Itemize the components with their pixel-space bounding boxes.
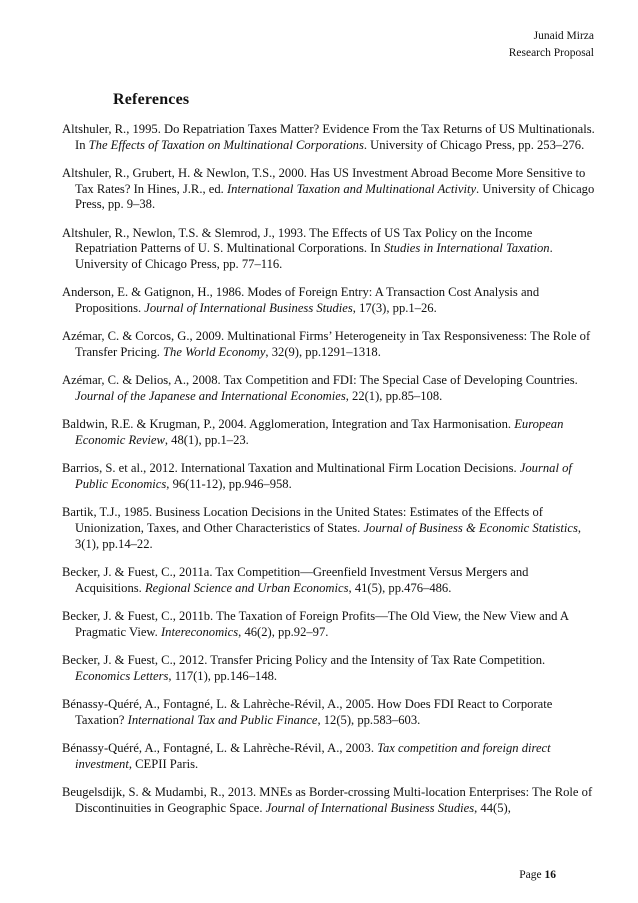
reference-entry: Bartik, T.J., 1985. Business Location Decisions in the United States: Estimates of the Effects of Unionization, Taxes, and Other Characteristics of States. Journal of Business & Economic Statistics, 3(1), pp.14–22. [62,505,582,551]
reference-entry: Altshuler, R., 1995. Do Repatriation Taxes Matter? Evidence From the Tax Returns of US Multinationals. In The Effects of Taxation on Multinational Corporations. University of Chicago Press, pp. 253–276. [62,122,595,152]
reference-entry: Anderson, E. & Gatignon, H., 1986. Modes of Foreign Entry: A Transaction Cost Analysis and Propositions. Journal of International Business Studies, 17(3), pp.1–26. [62,285,540,316]
reference-entry: Altshuler, R., Grubert, H. & Newlon, T.S., 2000. Has US Investment Abroad Become More Sensitive to Tax Rates? In Hines, J.R., ed. International Taxation and Multinational Activity. University of Chicago Press, pp. 9–38. [62,166,595,212]
reference-entry: Bénassy-Quéré, A., Fontagné, L. & Lahrèche-Révil, A., 2005. How Does FDI React to Corporate Taxation? International Tax and Public Finance, 12(5), pp.583–603. [62,697,553,727]
reference-entry: Azémar, C. & Delios, A., 2008. Tax Competition and FDI: The Special Case of Developing Countries. Journal of the Japanese and International Economies, 22(1), pp.85–108. [62,373,578,404]
page-footer [519,869,556,881]
header-doc-type: Research Proposal [508,47,594,59]
references-list [62,122,597,829]
reference-entry: Becker, J. & Fuest, C., 2011b. The Taxation of Foreign Profits—The Old View, the New View and A Pragmatic View. Intereconomics, 46(2), pp.92–97. [62,609,569,639]
page-header [509,28,594,62]
page-label: Page [519,869,542,881]
reference-entry: Baldwin, R.E. & Krugman, P., 2004. Agglomeration, Integration and Tax Harmonisation. European Economic Review, 48(1), pp.1–23. [62,417,564,448]
reference-entry: Beugelsdijk, S. & Mudambi, R., 2013. MNEs as Border-crossing Multi-location Enterprises: The Role of Discontinuities in Geographic Space. Journal of International Business Studies, 44(5), [62,785,593,815]
reference-entry: Barrios, S. et al., 2012. International Taxation and Multinational Firm Location Decisions. Journal of Public Economics, 96(11-12), pp.946–958. [62,461,572,492]
reference-entry: Becker, J. & Fuest, C., 2012. Transfer Pricing Policy and the Intensity of Tax Rate Competition. Economics Letters, 117(1), pp.146–148. [62,653,546,683]
reference-entry: Azémar, C. & Corcos, G., 2009. Multinational Firms’ Heterogeneity in Tax Responsiveness: The Role of Transfer Pricing. The World Economy, 32(9), pp.1291–1318. [62,329,591,360]
page-number: 16 [544,869,556,881]
reference-entry: Becker, J. & Fuest, C., 2011a. Tax Competition—Greenfield Investment Versus Mergers and Acquisitions. Regional Science and Urban Economics, 41(5), pp.476–486. [62,565,529,595]
references-heading: References [113,91,190,108]
header-author: Junaid Mirza [533,30,594,42]
reference-entry: Bénassy-Quéré, A., Fontagné, L. & Lahrèche-Révil, A., 2003. Tax competition and foreign direct investment, CEPII Paris. [62,741,551,771]
reference-entry: Altshuler, R., Newlon, T.S. & Slemrod, J., 1993. The Effects of US Tax Policy on the Income Repatriation Patterns of U. S. Multinational Corporations. In Studies in International Taxation. University of Chicago Press, pp. 77–116. [62,225,553,272]
